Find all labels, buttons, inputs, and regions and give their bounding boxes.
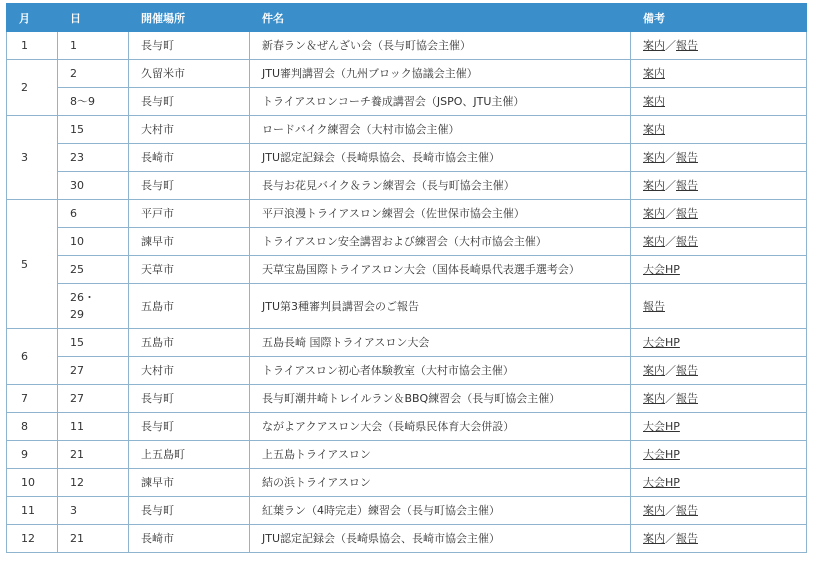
event-schedule-table [6, 3, 807, 553]
day-cell: 15 [58, 116, 129, 144]
table-row [7, 228, 807, 256]
column-header-venue: 開催場所 [129, 4, 250, 32]
event-title-cell: 長与お花見バイク＆ラン練習会（長与町協会主催） [250, 172, 631, 200]
remarks-cell [631, 469, 807, 497]
table-row [7, 172, 807, 200]
remarks-cell [631, 385, 807, 413]
column-header-day: 日 [58, 4, 129, 32]
table-row [7, 525, 807, 553]
event-title-cell: ロードバイク練習会（大村市協会主催） [250, 116, 631, 144]
venue-cell: 大村市 [129, 116, 250, 144]
day-cell: 21 [58, 525, 129, 553]
link-separator: ／ [665, 504, 676, 517]
report-link[interactable]: 報告 [676, 364, 698, 377]
info-link[interactable]: 案内 [643, 392, 665, 405]
report-link[interactable]: 報告 [676, 179, 698, 192]
table-row [7, 329, 807, 357]
report-link[interactable]: 報告 [643, 299, 665, 313]
day-cell: 3 [58, 497, 129, 525]
day-cell: 30 [58, 172, 129, 200]
event-title-cell: JTU認定記録会（長崎県協会、長崎市協会主催） [250, 144, 631, 172]
event-title-cell: 新春ラン＆ぜんざい会（長与町協会主催） [250, 32, 631, 60]
month-cell: 5 [7, 200, 58, 329]
remarks-cell [631, 116, 807, 144]
table-row [7, 144, 807, 172]
month-cell: 2 [7, 60, 58, 116]
report-link[interactable]: 報告 [676, 532, 698, 545]
event-title-cell: 結の浜トライアスロン [250, 469, 631, 497]
info-link[interactable]: 案内 [643, 39, 665, 52]
month-cell: 10 [7, 469, 58, 497]
remarks-cell [631, 441, 807, 469]
remarks-cell [631, 32, 807, 60]
month-cell: 12 [7, 525, 58, 553]
report-link[interactable]: 報告 [676, 207, 698, 220]
venue-cell: 天草市 [129, 256, 250, 284]
venue-cell: 長与町 [129, 88, 250, 116]
remarks-cell [631, 497, 807, 525]
column-header-title: 件名 [250, 4, 631, 32]
info-link[interactable]: 案内 [643, 504, 665, 517]
table-row [7, 200, 807, 228]
day-cell: 26・ 29 [58, 284, 129, 329]
table-row [7, 256, 807, 284]
remarks-cell [631, 228, 807, 256]
event-title-cell: ながよアクアスロン大会（長崎県民体育大会併設） [250, 413, 631, 441]
venue-cell: 平戸市 [129, 200, 250, 228]
remarks-cell [631, 256, 807, 284]
info-link[interactable]: 案内 [643, 123, 665, 136]
month-cell: 9 [7, 441, 58, 469]
venue-cell: 長与町 [129, 413, 250, 441]
venue-cell: 長与町 [129, 385, 250, 413]
event-title-cell: トライアスロン初心者体験教室（大村市協会主催） [250, 357, 631, 385]
venue-cell: 諫早市 [129, 228, 250, 256]
remarks-cell [631, 525, 807, 553]
venue-cell: 長与町 [129, 172, 250, 200]
table-row [7, 469, 807, 497]
report-link[interactable]: 報告 [676, 504, 698, 517]
event-title-cell: 上五島トライアスロン [250, 441, 631, 469]
event-title-cell: 五島長崎 国際トライアスロン大会 [250, 329, 631, 357]
report-link[interactable]: 報告 [676, 392, 698, 405]
remarks-cell [631, 357, 807, 385]
venue-cell: 諫早市 [129, 469, 250, 497]
link-separator: ／ [665, 392, 676, 405]
day-cell: 1 [58, 32, 129, 60]
day-cell: 27 [58, 385, 129, 413]
day-cell: 2 [58, 60, 129, 88]
venue-cell: 上五島町 [129, 441, 250, 469]
event-homepage-link[interactable]: 大会HP [643, 263, 680, 276]
day-cell: 11 [58, 413, 129, 441]
info-link[interactable]: 案内 [643, 235, 665, 248]
table-row [7, 497, 807, 525]
day-cell: 10 [58, 228, 129, 256]
venue-cell: 長与町 [129, 32, 250, 60]
day-cell: 15 [58, 329, 129, 357]
event-title-cell: 長与町潮井崎トレイルラン＆BBQ練習会（長与町協会主催） [250, 385, 631, 413]
month-cell: 8 [7, 413, 58, 441]
month-cell: 6 [7, 329, 58, 385]
remarks-cell [631, 329, 807, 357]
report-link[interactable]: 報告 [676, 151, 698, 164]
day-cell: 25 [58, 256, 129, 284]
venue-cell: 大村市 [129, 357, 250, 385]
day-cell: 27 [58, 357, 129, 385]
event-title-cell: トライアスロン安全講習および練習会（大村市協会主催） [250, 228, 631, 256]
remarks-cell [631, 144, 807, 172]
remarks-cell [631, 284, 807, 329]
venue-cell: 長崎市 [129, 144, 250, 172]
link-separator: ／ [665, 532, 676, 545]
month-cell: 3 [7, 116, 58, 200]
event-homepage-link[interactable]: 大会HP [643, 448, 680, 461]
table-row [7, 441, 807, 469]
day-cell: 21 [58, 441, 129, 469]
event-title-cell: JTU第3種審判員講習会のご報告 [250, 284, 631, 329]
day-cell: 6 [58, 200, 129, 228]
table-row [7, 116, 807, 144]
report-link[interactable]: 報告 [676, 39, 698, 52]
day-cell: 12 [58, 469, 129, 497]
info-link[interactable]: 案内 [643, 95, 665, 108]
venue-cell: 長崎市 [129, 525, 250, 553]
event-title-cell: 天草宝島国際トライアスロン大会（国体長崎県代表選手選考会） [250, 256, 631, 284]
table-row [7, 357, 807, 385]
remarks-cell [631, 60, 807, 88]
table-row [7, 284, 807, 329]
event-title-cell: 紅葉ラン（4時完走）練習会（長与町協会主催） [250, 497, 631, 525]
table-row [7, 88, 807, 116]
month-cell: 11 [7, 497, 58, 525]
link-separator: ／ [665, 151, 676, 164]
info-link[interactable]: 案内 [643, 179, 665, 192]
info-link[interactable]: 案内 [643, 67, 665, 80]
link-separator: ／ [665, 364, 676, 377]
table-row [7, 385, 807, 413]
event-title-cell: 平戸浪漫トライアスロン練習会（佐世保市協会主催） [250, 200, 631, 228]
table-row [7, 413, 807, 441]
event-title-cell: トライアスロンコーチ養成講習会（JSPO、JTU主催） [250, 88, 631, 116]
link-separator: ／ [665, 207, 676, 220]
remarks-cell [631, 88, 807, 116]
venue-cell: 長与町 [129, 497, 250, 525]
month-cell: 1 [7, 32, 58, 60]
table-header-row [7, 4, 807, 32]
remarks-cell [631, 200, 807, 228]
link-separator: ／ [665, 39, 676, 52]
column-header-month: 月 [7, 4, 58, 32]
event-homepage-link[interactable]: 大会HP [643, 336, 680, 349]
info-link[interactable]: 案内 [643, 532, 665, 545]
venue-cell: 久留米市 [129, 60, 250, 88]
event-title-cell: JTU認定記録会（長崎県協会、長崎市協会主催） [250, 525, 631, 553]
event-homepage-link[interactable]: 大会HP [643, 476, 680, 489]
day-cell: 8〜9 [58, 88, 129, 116]
table-row [7, 32, 807, 60]
venue-cell: 五島市 [129, 284, 250, 329]
info-link[interactable]: 案内 [643, 207, 665, 220]
info-link[interactable]: 案内 [643, 151, 665, 164]
info-link[interactable]: 案内 [643, 364, 665, 377]
venue-cell: 五島市 [129, 329, 250, 357]
remarks-cell [631, 172, 807, 200]
event-title-cell: JTU審判講習会（九州ブロック協議会主催） [250, 60, 631, 88]
day-cell: 23 [58, 144, 129, 172]
table-row [7, 60, 807, 88]
event-homepage-link[interactable]: 大会HP [643, 420, 680, 433]
remarks-cell [631, 413, 807, 441]
link-separator: ／ [665, 235, 676, 248]
column-header-remarks: 備考 [631, 4, 807, 32]
month-cell: 7 [7, 385, 58, 413]
report-link[interactable]: 報告 [676, 235, 698, 248]
link-separator: ／ [665, 179, 676, 192]
